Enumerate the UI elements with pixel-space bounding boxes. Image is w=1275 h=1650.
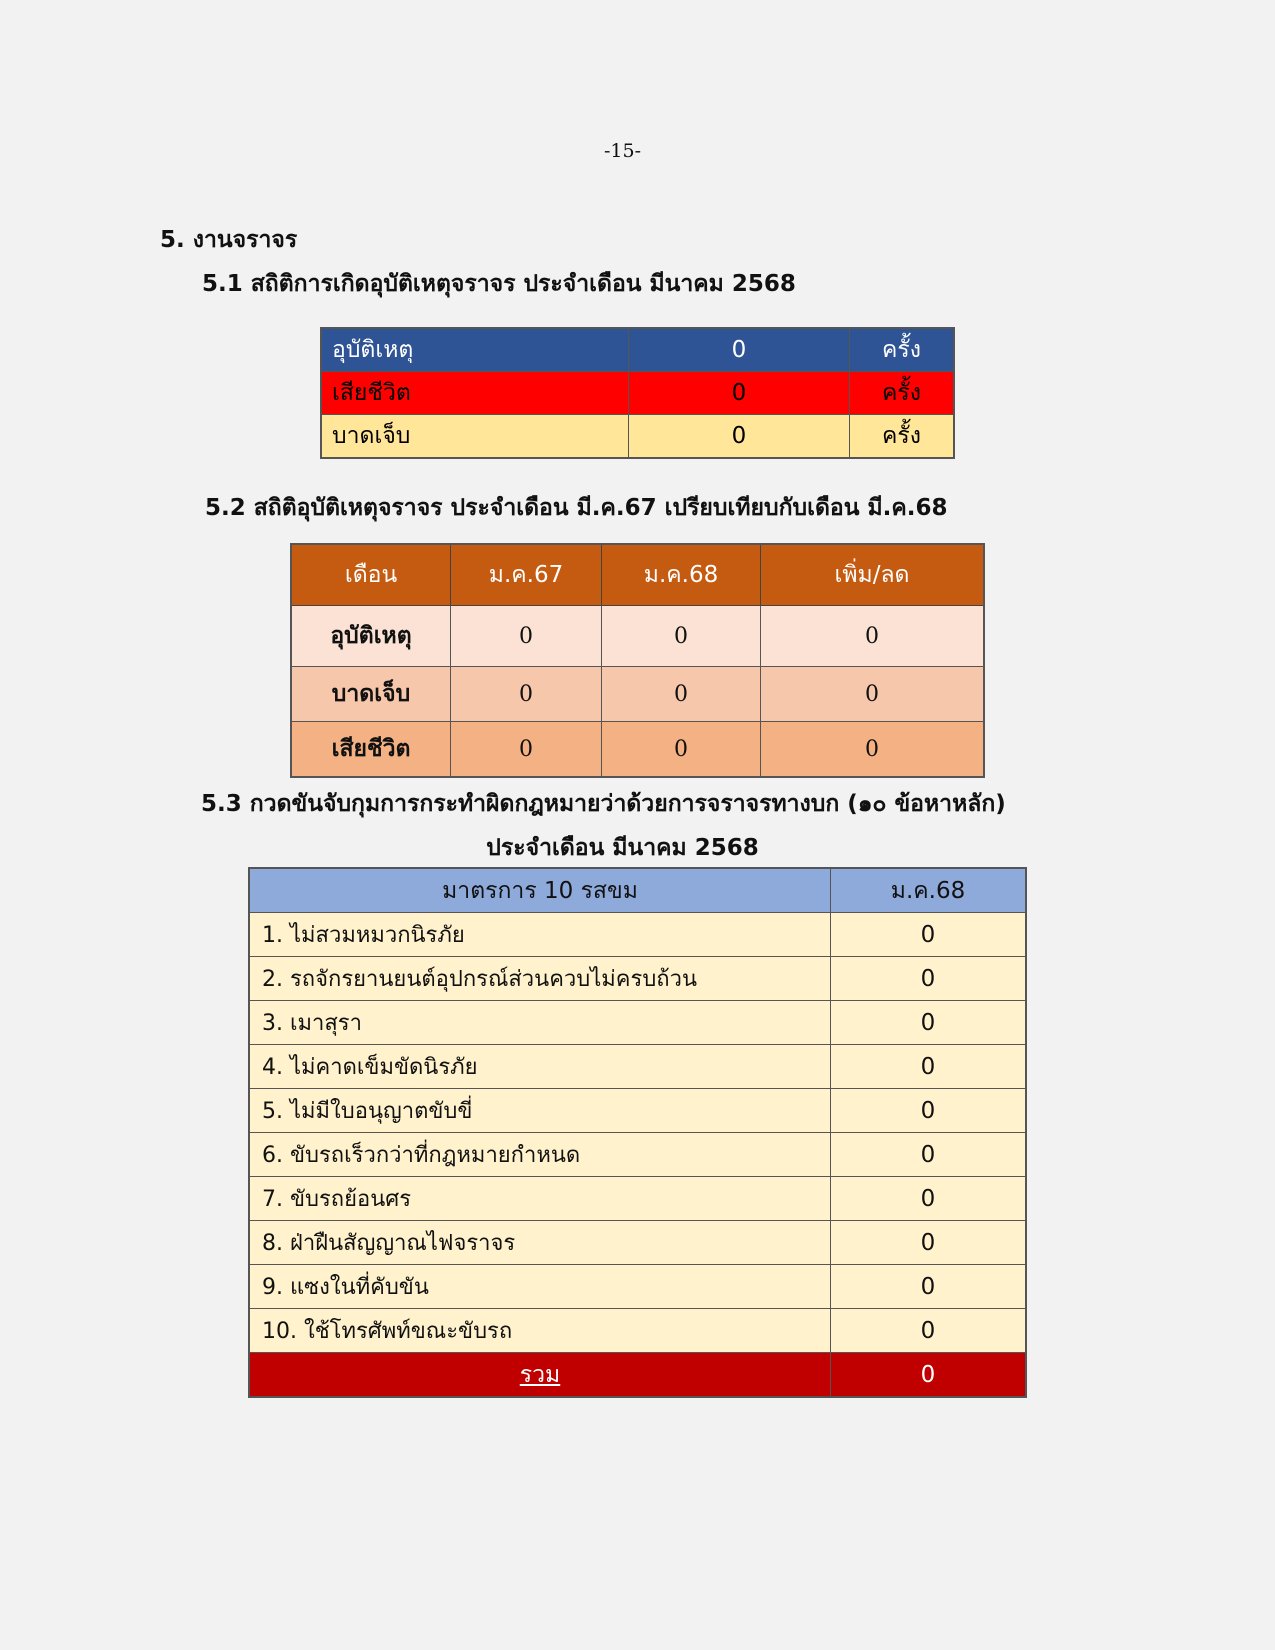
enforcement-table <box>248 867 1027 1398</box>
table-header-row <box>291 544 984 606</box>
table-row <box>291 667 984 722</box>
table-row <box>291 722 984 778</box>
table-row <box>249 1001 1026 1045</box>
row-label: เสียชีวิต <box>321 372 629 415</box>
cell-diff: 0 <box>761 667 985 722</box>
row-count: 0 <box>831 1309 1027 1353</box>
table-row <box>249 1309 1026 1353</box>
row-count: 0 <box>831 1001 1027 1045</box>
row-unit: ครั้ง <box>850 328 955 372</box>
cell-m67: 0 <box>451 606 602 667</box>
table-row <box>249 913 1026 957</box>
row-count: 0 <box>831 913 1027 957</box>
row-item: 4. ไม่คาดเข็มขัดนิรภัย <box>249 1045 831 1089</box>
row-count: 0 <box>831 1177 1027 1221</box>
accident-summary-table <box>320 327 955 459</box>
table-row <box>291 606 984 667</box>
row-count: 0 <box>831 1045 1027 1089</box>
table-header-row <box>249 868 1026 913</box>
cell-m68: 0 <box>602 667 761 722</box>
row-item: 8. ฝ่าฝืนสัญญาณไฟจราจร <box>249 1221 831 1265</box>
header-month: เดือน <box>291 544 451 606</box>
total-value: 0 <box>831 1353 1027 1398</box>
monthly-comparison-table <box>290 543 985 778</box>
row-unit: ครั้ง <box>850 415 955 459</box>
row-value: 0 <box>629 328 850 372</box>
table-row <box>249 1133 1026 1177</box>
heading-5-2: 5.2 สถิติอุบัติเหตุจราจร ประจำเดือน มี.ค.67 เปรียบเทียบกับเดือน มี.ค.68 <box>205 495 948 521</box>
row-item: 2. รถจักรยานยนต์อุปกรณ์ส่วนควบไม่ครบถ้วน <box>249 957 831 1001</box>
row-item: 1. ไม่สวมหมวกนิรภัย <box>249 913 831 957</box>
heading-5-1: 5.1 สถิติการเกิดอุบัติเหตุจราจร ประจำเดือน มีนาคม 2568 <box>202 271 796 297</box>
row-count: 0 <box>831 1089 1027 1133</box>
row-label: บาดเจ็บ <box>291 667 451 722</box>
row-label: เสียชีวิต <box>291 722 451 778</box>
row-item: 5. ไม่มีใบอนุญาตขับขี่ <box>249 1089 831 1133</box>
row-label: บาดเจ็บ <box>321 415 629 459</box>
header-m67: ม.ค.67 <box>451 544 602 606</box>
table-row <box>249 1089 1026 1133</box>
row-item: 10. ใช้โทรศัพท์ขณะขับรถ <box>249 1309 831 1353</box>
row-item: 7. ขับรถย้อนศร <box>249 1177 831 1221</box>
page-number: -15- <box>603 140 642 162</box>
row-value: 0 <box>629 415 850 459</box>
row-label: อุบัติเหตุ <box>291 606 451 667</box>
total-label-text: รวม <box>519 1361 561 1388</box>
row-count: 0 <box>831 1133 1027 1177</box>
heading-5-3: 5.3 กวดขันจับกุมการกระทำผิดกฎหมายว่าด้วยการจราจรทางบก (๑๐ ข้อหาหลัก) <box>201 791 1006 817</box>
header-measure: มาตรการ 10 รสขม <box>249 868 831 913</box>
cell-m67: 0 <box>451 667 602 722</box>
table-row <box>321 328 954 372</box>
table-row <box>249 1265 1026 1309</box>
table-row <box>249 1045 1026 1089</box>
section-heading: 5. งานจราจร <box>160 227 298 253</box>
row-item: 6. ขับรถเร็วกว่าที่กฎหมายกำหนด <box>249 1133 831 1177</box>
header-diff: เพิ่ม/ลด <box>761 544 985 606</box>
row-count: 0 <box>831 1265 1027 1309</box>
total-row <box>249 1353 1026 1398</box>
total-label <box>249 1353 831 1398</box>
row-item: 9. แซงในที่คับขัน <box>249 1265 831 1309</box>
row-value: 0 <box>629 372 850 415</box>
cell-m68: 0 <box>602 606 761 667</box>
row-unit: ครั้ง <box>850 372 955 415</box>
header-m68: ม.ค.68 <box>831 868 1027 913</box>
table-row <box>249 1221 1026 1265</box>
cell-diff: 0 <box>761 722 985 778</box>
row-count: 0 <box>831 1221 1027 1265</box>
table-row <box>321 372 954 415</box>
cell-m68: 0 <box>602 722 761 778</box>
table-row <box>249 957 1026 1001</box>
table-row <box>321 415 954 459</box>
cell-m67: 0 <box>451 722 602 778</box>
heading-5-3-month: ประจำเดือน มีนาคม 2568 <box>486 835 759 861</box>
row-label: อุบัติเหตุ <box>321 328 629 372</box>
row-item: 3. เมาสุรา <box>249 1001 831 1045</box>
table-row <box>249 1177 1026 1221</box>
row-count: 0 <box>831 957 1027 1001</box>
header-m68: ม.ค.68 <box>602 544 761 606</box>
cell-diff: 0 <box>761 606 985 667</box>
